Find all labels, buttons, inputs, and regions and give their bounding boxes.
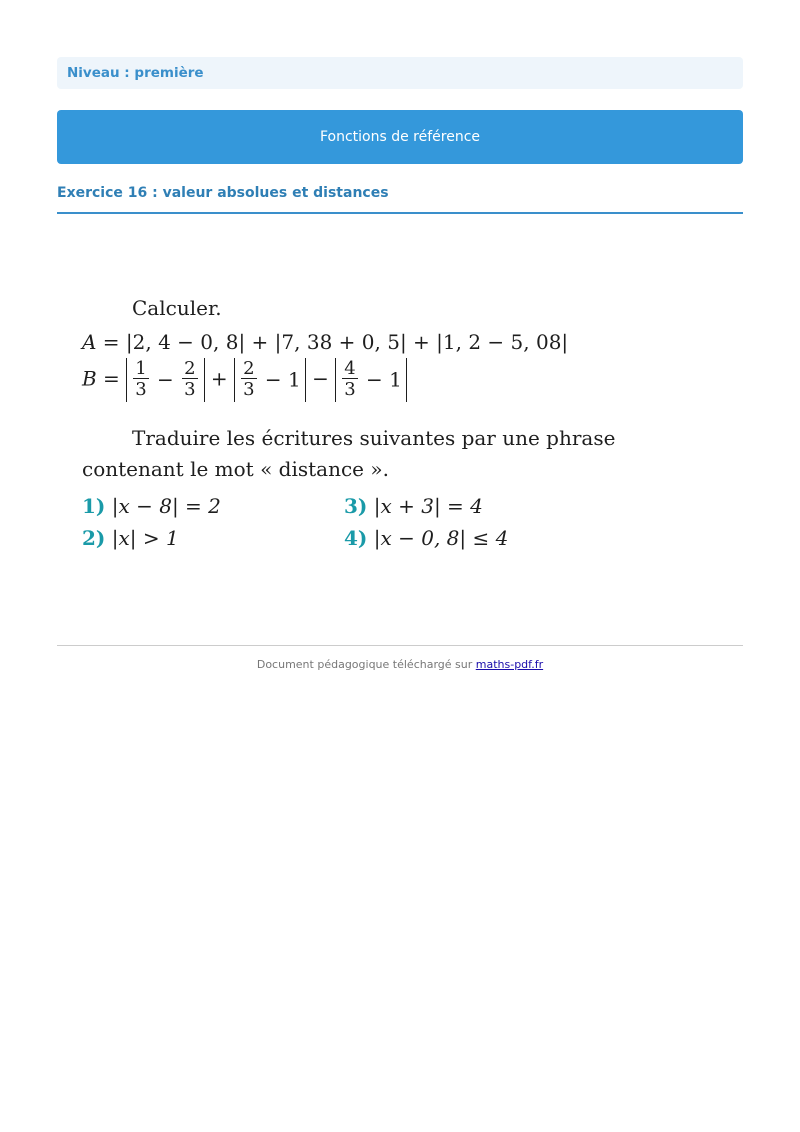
chapter-banner	[57, 110, 743, 164]
expr-a-var: A	[82, 330, 97, 354]
question-expr: |x − 8| = 2	[111, 494, 221, 518]
instruction-line-2: contenant le mot « distance ».	[82, 457, 389, 481]
question-number: 2)	[82, 526, 106, 550]
exercise-title: Exercice 16 : valeur absolues et distances	[57, 185, 389, 201]
level-text: Niveau : première	[67, 65, 204, 81]
footer	[0, 658, 800, 671]
fraction-1: $\frac{1}{3}$	[135, 358, 147, 400]
level-label	[57, 57, 743, 89]
question-number: 1)	[82, 494, 106, 518]
question-expr: |x + 3| = 4	[373, 494, 483, 518]
intro-text: Calculer.	[132, 296, 222, 320]
abs-group-3: $\frac{4}{3}$ − 1	[335, 358, 407, 402]
fraction-3: $\frac{2}{3}$	[243, 358, 255, 400]
expr-a-body: = |2, 4 − 0, 8| + |7, 38 + 0, 5| + |1, 2 − 5, 08|	[96, 330, 569, 354]
footer-link[interactable]: maths-pdf.fr	[475, 658, 544, 671]
expression-a	[82, 332, 568, 352]
chapter-title: Fonctions de référence	[319, 129, 481, 145]
question-expr: |x − 0, 8| ≤ 4	[373, 526, 509, 550]
footer-rule	[57, 645, 743, 646]
question-4	[344, 526, 508, 550]
question-number: 3)	[344, 494, 368, 518]
expr-b-eq: =	[96, 366, 127, 391]
fraction-4: $\frac{4}{3}$	[344, 358, 356, 400]
expr-b-var: B	[82, 366, 97, 391]
abs-group-1: $\frac{1}{3}$ − $\frac{2}{3}$	[126, 358, 204, 402]
exercise-title-rule	[57, 212, 743, 214]
question-expr: |x| > 1	[111, 526, 179, 550]
question-3	[344, 494, 483, 518]
instruction-line-1: Traduire les écritures suivantes par une phrase	[132, 426, 616, 450]
footer-text: Document pédagogique téléchargé sur	[256, 658, 476, 671]
question-number: 4)	[344, 526, 368, 550]
fraction-2: $\frac{2}{3}$	[184, 358, 196, 400]
abs-group-2: $\frac{2}{3}$ − 1	[234, 358, 306, 402]
expression-b: B = $\frac{1}{3}$ − $\frac{2}{3}$ + $\frac{2}{3}$ − 1 − $\frac{4}{3}$ − 1	[82, 358, 407, 402]
question-1	[82, 494, 221, 518]
question-2	[82, 526, 179, 550]
